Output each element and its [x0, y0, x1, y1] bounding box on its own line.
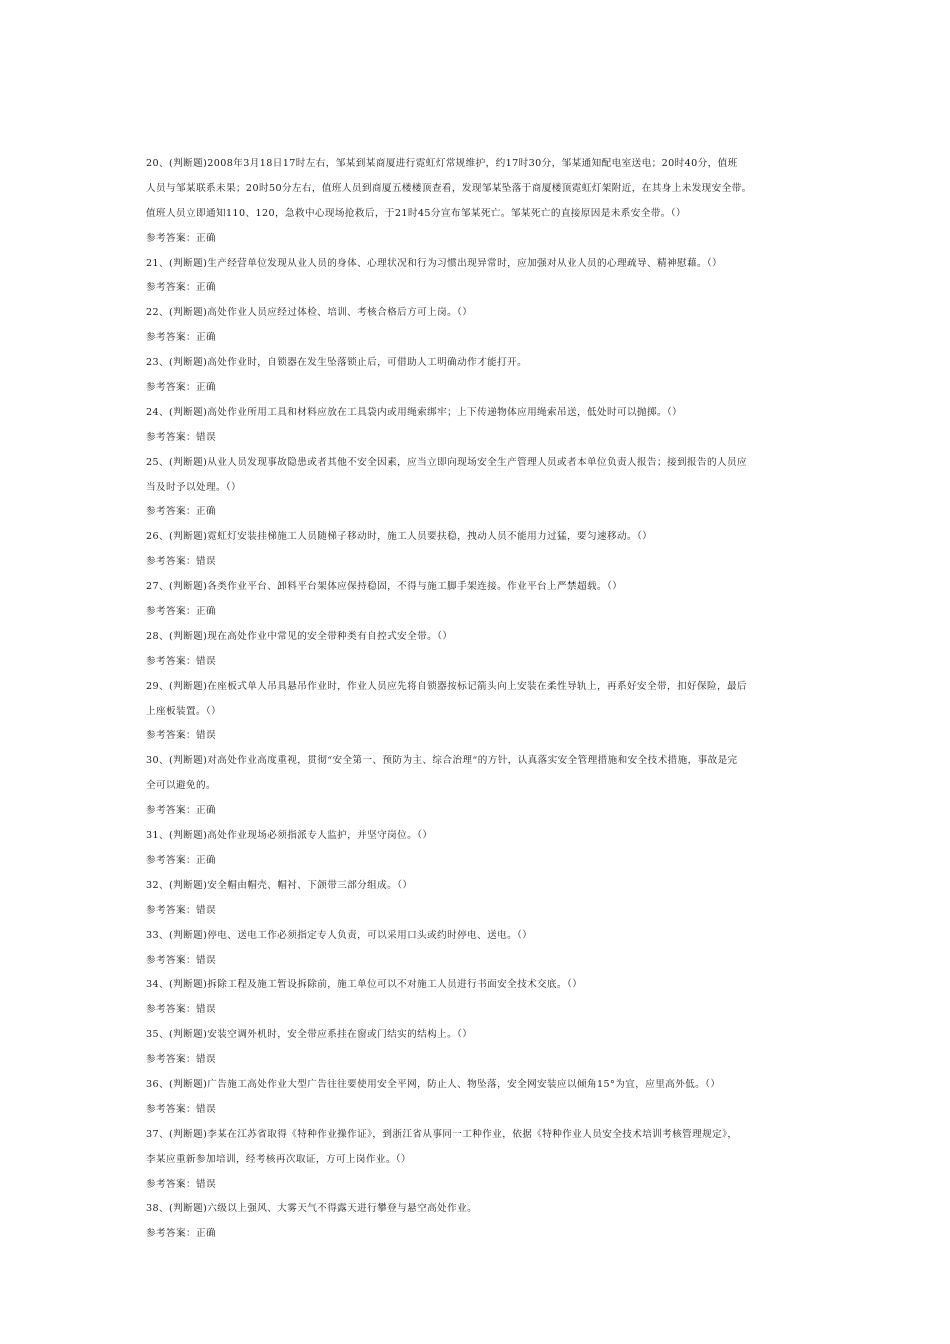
answer-text: 参考答案：正确: [146, 282, 216, 294]
question-block: [146, 874, 814, 924]
answer-text: 参考答案：正确: [146, 332, 216, 344]
answer-text: 参考答案：错误: [146, 1054, 216, 1066]
answer-text: 参考答案：正确: [146, 232, 216, 244]
answer-text: 参考答案：错误: [146, 556, 216, 568]
answer-text: 参考答案：错误: [146, 431, 216, 443]
answer-text: 参考答案：错误: [146, 655, 216, 667]
answer-text: 参考答案：正确: [146, 854, 216, 866]
question-text: 31、(判断题)高处作业现场必须指派专人监护，并坚守岗位。（）: [146, 830, 433, 842]
question-text: 24、(判断题)高处作业所用工具和材料应放在工具袋内或用绳索绑牢；上下传递物体应用绳索吊送，低处时可以抛掷。（）: [146, 406, 683, 418]
question-text: 33、(判断题)停电、送电工作必须指定专人负责，可以采用口头或约时停电、送电。（）: [146, 929, 533, 941]
question-text: 32、(判断题)安全帽由帽壳、帽衬、下颌带三部分组成。（）: [146, 879, 413, 891]
answer-text: 参考答案：错误: [146, 1178, 216, 1190]
question-block: [146, 252, 814, 302]
question-block: [146, 1023, 814, 1073]
question-text: 21、(判断题)生产经营单位发现从业人员的身体、心理状况和行为习惯出现异常时，应加强对从业人员的心理疏导、精神慰藉。（）: [146, 257, 723, 269]
question-text: 25、(判断题)从业人员发现事故隐患或者其他不安全因素，应当立即向现场安全生产管理人员或者本单位负责人报告；接到报告的人员应: [146, 456, 747, 468]
answer-text: 参考答案：正确: [146, 805, 216, 817]
question-text: 36、(判断题)广告施工高处作业大型广告往往要使用安全平网，防止人、物坠落，安全网安装应以倾角15°为宜，应里高外低。（）: [146, 1078, 721, 1090]
answer-text: 参考答案：错误: [146, 1103, 216, 1115]
question-block: [146, 451, 814, 526]
answer-text: 参考答案：正确: [146, 382, 216, 394]
question-text: 值班人员立即通知110、120，急救中心现场抢救后，于21时45分宣布邹某死亡。邹某死亡的直接原因是未系安全带。（）: [146, 207, 686, 219]
question-block: [146, 1073, 814, 1123]
question-text: 上座板装置。（）: [146, 705, 222, 717]
answer-text: 参考答案：正确: [146, 506, 216, 518]
question-block: [146, 525, 814, 575]
question-block: [146, 824, 814, 874]
question-text: 人员与邹某联系未果；20时50分左右，值班人员到商厦五楼楼顶查看，发现邹某坠落于商厦楼顶霓虹灯架附近，在其身上未发现安全带。: [146, 182, 752, 194]
document-page: [146, 152, 814, 1247]
question-text: 23、(判断题)高处作业时，自锁器在发生坠落锁止后，可借助人工明确动作才能打开。: [146, 357, 528, 369]
question-block: [146, 301, 814, 351]
question-block: [146, 973, 814, 1023]
answer-text: 参考答案：错误: [146, 730, 216, 742]
question-text: 38、(判断题)六级以上强风、大雾天气不得露天进行攀登与悬空高处作业。: [146, 1203, 478, 1215]
question-text: 28、(判断题)现在高处作业中常见的安全带种类有自控式安全带。（）: [146, 630, 453, 642]
answer-text: 参考答案：正确: [146, 606, 216, 618]
question-block: [146, 401, 814, 451]
question-text: 35、(判断题)安装空调外机时，安全带应系挂在窗或门结实的结构上。（）: [146, 1029, 473, 1041]
question-block: [146, 351, 814, 401]
question-text: 37、(判断题)李某在江苏省取得《特种作业操作证》，到浙江省从事同一工种作业，依据《特种作业人员安全技术培训考核管理规定》，: [146, 1128, 738, 1140]
question-text: 李某应重新参加培训，经考核再次取证，方可上岗作业。（）: [146, 1153, 412, 1165]
question-block: [146, 1123, 814, 1198]
question-block: [146, 675, 814, 750]
answer-text: 参考答案：错误: [146, 904, 216, 916]
answer-text: 参考答案：错误: [146, 954, 216, 966]
question-text: 29、(判断题)在座板式单人吊具悬吊作业时，作业人员应先将自锁器按标记箭头向上安装在柔性导轨上，再系好安全带，扣好保险，最后: [146, 680, 747, 692]
question-text: 20、(判断题)2008年3月18日17时左右，邹某到某商厦进行霓虹灯常规维护，约17时30分，邹某通知配电室送电；20时40分，值班: [146, 158, 738, 169]
question-block: [146, 924, 814, 974]
question-block: [146, 575, 814, 625]
question-text: 27、(判断题)各类作业平台、卸料平台架体应保持稳固，不得与施工脚手架连接。作业平台上严禁超载。（）: [146, 581, 623, 593]
question-block: [146, 749, 814, 824]
question-text: 34、(判断题)拆除工程及施工暂设拆除前，施工单位可以不对施工人员进行书面安全技术交底。（）: [146, 979, 583, 991]
answer-text: 参考答案：错误: [146, 1004, 216, 1016]
question-text: 26、(判断题)霓虹灯安装挂梯施工人员随梯子移动时，施工人员要扶稳，拽动人员不能用力过猛，要匀速移动。（）: [146, 531, 653, 543]
question-block: [146, 1197, 814, 1247]
question-text: 全可以避免的。: [146, 780, 216, 792]
question-block: [146, 152, 814, 252]
question-block: [146, 625, 814, 675]
question-text: 当及时予以处理。（）: [146, 481, 242, 493]
question-text: 22、(判断题)高处作业人员应经过体检、培训、考核合格后方可上岗。（）: [146, 307, 473, 319]
question-text: 30、(判断题)对高处作业高度重视，贯彻“安全第一、预防为主、综合治理“的方针，认真落实安全管理措施和安全技术措施，事故是完: [146, 755, 738, 767]
answer-text: 参考答案：正确: [146, 1228, 216, 1240]
